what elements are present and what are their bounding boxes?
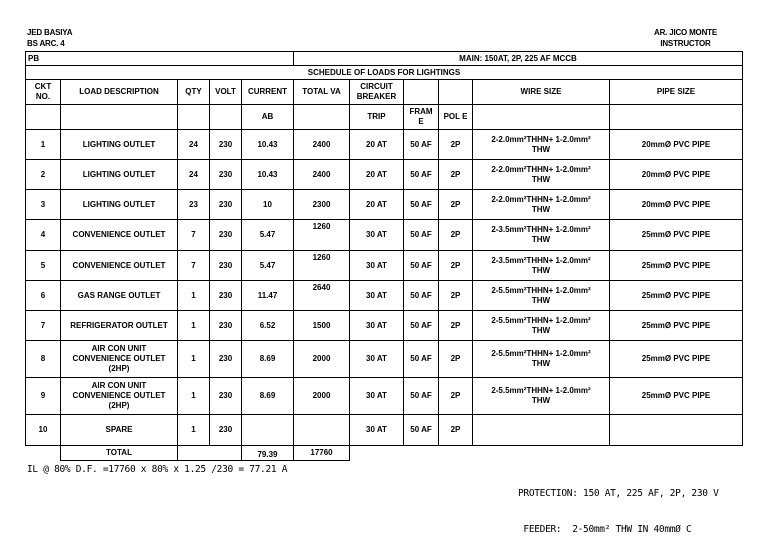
pole: 2P [439,130,473,160]
volt: 230 [210,251,242,281]
wire-size-line1: 2-5.5mm²THHN+ 1-2.0mm² [491,285,591,295]
load-description-line2: CONVENIENCE OUTLET [72,391,166,400]
frame: 50 AF [404,220,439,251]
frame: 50 AF [404,190,439,220]
total-va: 17760 [294,446,350,461]
total-blank [473,446,610,461]
table-row [26,311,743,341]
load-description [61,378,178,415]
qty: 7 [178,220,210,251]
qty: 1 [178,378,210,415]
load-description: SPARE [61,415,178,446]
wire-size [473,415,610,446]
total-va: 2640 [294,281,350,311]
qty: 7 [178,251,210,281]
subheader-blank [26,105,61,130]
trip: 20 AT [350,130,404,160]
table-row [26,160,743,190]
col-frame-header: FRAM E [404,105,439,130]
pole: 2P [439,281,473,311]
table-row [26,378,743,415]
frame: 50 AF [404,160,439,190]
qty: 1 [178,281,210,311]
current: 8.69 [242,378,294,415]
frame: 50 AF [404,251,439,281]
col-pole-header: POL E [439,105,473,130]
schedule-of-loads-table [25,51,743,461]
wire-size-line2: THW [531,295,551,305]
load-description-line3: (2HP) [108,401,130,410]
table-row [26,281,743,311]
instructor-block [654,27,717,49]
trip: 30 AT [350,415,404,446]
col-load-header: LOAD DESCRIPTION [61,80,178,105]
ckt-no: 8 [26,341,61,378]
schedule-title: SCHEDULE OF LOADS FOR LIGHTINGS [26,66,743,80]
total-va: 1500 [294,311,350,341]
load-description: LIGHTING OUTLET [61,190,178,220]
total-va: 1260 [294,220,350,251]
ckt-no: 10 [26,415,61,446]
instructor-title: INSTRUCTOR [660,39,711,48]
total-blank [178,446,242,461]
wire-size-line2: THW [531,396,551,405]
trip: 30 AT [350,378,404,415]
subheader-blank [61,105,178,130]
wire-size-line1: 2-5.5mm²THHN+ 1-2.0mm² [491,315,591,325]
pipe-size: 20mmØ PVC PIPE [610,160,743,190]
wire-size-line1: 2-3.5mm²THHN+ 1-2.0mm² [491,225,591,234]
pole: 2P [439,378,473,415]
total-va: 1260 [294,251,350,281]
col-total-va-header: TOTAL VA [294,80,350,105]
total-va: 2300 [294,190,350,220]
col-qty-header: QTY [178,80,210,105]
col-wire-header: WIRE SIZE [473,80,610,105]
volt: 230 [210,281,242,311]
load-description-line2: CONVENIENCE OUTLET [72,354,166,363]
total-blank [439,446,473,461]
pole: 2P [439,190,473,220]
table-row [26,341,743,378]
load-description: REFRIGERATOR OUTLET [61,311,178,341]
trip: 30 AT [350,341,404,378]
current [242,415,294,446]
pipe-size: 25mmØ PVC PIPE [610,281,743,311]
load-description: CONVENIENCE OUTLET [61,251,178,281]
main-breaker-spec: MAIN: 150AT, 2P, 225 AF MCCB [294,52,743,66]
total-blank [26,446,61,461]
pipe-size: 20mmØ PVC PIPE [610,190,743,220]
ckt-no: 6 [26,281,61,311]
volt: 230 [210,130,242,160]
ckt-no: 1 [26,130,61,160]
pole: 2P [439,415,473,446]
col-pole-blank [439,80,473,105]
subheader-blank [210,105,242,130]
wire-size [473,311,610,341]
wire-size [473,378,610,415]
wire-size-line2: THW [531,325,551,335]
current-computation: IL @ 80% D.F. =17760 x 80% x 1.25 /230 = 77.21 A [27,464,288,475]
student-name: JED BASIYA [27,28,73,37]
wire-size-line1: 2-2.0mm²THHN+ 1-2.0mm² [491,194,591,204]
frame: 50 AF [404,341,439,378]
pipe-size [610,415,743,446]
wire-size [473,190,610,220]
wire-size-line1: 2-2.0mm²THHN+ 1-2.0mm² [491,134,591,144]
pole: 2P [439,251,473,281]
current: 6.52 [242,311,294,341]
load-description: CONVENIENCE OUTLET [61,220,178,251]
volt: 230 [210,341,242,378]
current: 10.43 [242,130,294,160]
feeder-notes [518,464,719,548]
total-va: 2400 [294,160,350,190]
total-blank [610,446,743,461]
total-current: 79.39 [242,446,294,461]
trip: 20 AT [350,160,404,190]
col-breaker-header: CIRCUIT BREAKER [350,80,404,105]
qty: 1 [178,311,210,341]
col-current-header: CURRENT [242,80,294,105]
qty: 1 [178,415,210,446]
qty: 24 [178,160,210,190]
trip: 30 AT [350,311,404,341]
wire-size [473,341,610,378]
load-description: LIGHTING OUTLET [61,160,178,190]
load-description: GAS RANGE OUTLET [61,281,178,311]
wire-size-line1: 2-3.5mm²THHN+ 1-2.0mm² [491,255,591,265]
protection-note: PROTECTION: 150 AT, 225 AF, 2P, 230 V [518,488,719,499]
pole: 2P [439,311,473,341]
col-volt-header: VOLT [210,80,242,105]
total-row [26,446,743,461]
ckt-no: 9 [26,378,61,415]
col-ckt-header: CKT NO. [26,80,61,105]
pipe-size: 25mmØ PVC PIPE [610,341,743,378]
col-trip-header: TRIP [350,105,404,130]
wire-size-line2: THW [531,144,551,154]
subheader-blank [294,105,350,130]
current: 11.47 [242,281,294,311]
wire-size-line1: 2-5.5mm²THHN+ 1-2.0mm² [491,386,591,395]
load-description [61,341,178,378]
total-va: 2400 [294,130,350,160]
qty: 1 [178,341,210,378]
volt: 230 [210,190,242,220]
volt: 230 [210,311,242,341]
frame: 50 AF [404,415,439,446]
total-va [294,415,350,446]
wire-size [473,160,610,190]
load-description-line1: AIR CON UNIT [91,344,147,353]
volt: 230 [210,160,242,190]
current: 10.43 [242,160,294,190]
total-label: TOTAL [61,446,178,461]
trip: 30 AT [350,251,404,281]
ckt-no: 2 [26,160,61,190]
wire-size-line2: THW [531,235,551,244]
pipe-size: 20mmØ PVC PIPE [610,130,743,160]
trip: 20 AT [350,190,404,220]
current: 10 [242,190,294,220]
pipe-size: 25mmØ PVC PIPE [610,311,743,341]
table-row [26,130,743,160]
frame: 50 AF [404,378,439,415]
wire-size [473,251,610,281]
subheader-blank [178,105,210,130]
load-description-line3: (2HP) [108,364,130,373]
pipe-size: 25mmØ PVC PIPE [610,220,743,251]
table-row [26,251,743,281]
col-current-sub: AB [242,105,294,130]
qty: 23 [178,190,210,220]
frame: 50 AF [404,311,439,341]
wire-size [473,281,610,311]
total-blank [350,446,404,461]
trip: 30 AT [350,220,404,251]
ckt-no: 4 [26,220,61,251]
load-description: LIGHTING OUTLET [61,130,178,160]
pipe-size: 25mmØ PVC PIPE [610,251,743,281]
wire-size-line2: THW [531,204,551,214]
wire-size [473,220,610,251]
wire-size [473,130,610,160]
table-row [26,190,743,220]
subheader-blank [473,105,610,130]
student-class: BS ARC. 4 [27,39,65,48]
subheader-blank [610,105,743,130]
trip: 30 AT [350,281,404,311]
load-description-line1: AIR CON UNIT [91,381,147,390]
instructor-name: AR. JICO MONTE [654,28,717,37]
ckt-no: 5 [26,251,61,281]
pole: 2P [439,341,473,378]
total-va: 2000 [294,378,350,415]
ckt-no: 7 [26,311,61,341]
qty: 24 [178,130,210,160]
wire-size-line1: 2-2.0mm²THHN+ 1-2.0mm² [491,164,591,174]
table-row [26,415,743,446]
volt: 230 [210,415,242,446]
total-va: 2000 [294,341,350,378]
wire-size-line1: 2-5.5mm²THHN+ 1-2.0mm² [491,349,591,358]
pole: 2P [439,220,473,251]
col-pipe-header: PIPE SIZE [610,80,743,105]
frame: 50 AF [404,281,439,311]
feeder-note: FEEDER: 2-50mm² THW IN 40mmØ C [518,524,692,535]
total-blank [404,446,439,461]
ckt-no: 3 [26,190,61,220]
pipe-size: 25mmØ PVC PIPE [610,378,743,415]
volt: 230 [210,220,242,251]
pole: 2P [439,160,473,190]
wire-size-line2: THW [531,359,551,368]
frame: 50 AF [404,130,439,160]
volt: 230 [210,378,242,415]
table-row [26,220,743,251]
panel-name: PB [26,52,294,66]
current: 5.47 [242,251,294,281]
current: 5.47 [242,220,294,251]
current: 8.69 [242,341,294,378]
col-frame-blank [404,80,439,105]
wire-size-line2: THW [531,265,551,275]
student-block [27,27,72,49]
wire-size-line2: THW [531,174,551,184]
